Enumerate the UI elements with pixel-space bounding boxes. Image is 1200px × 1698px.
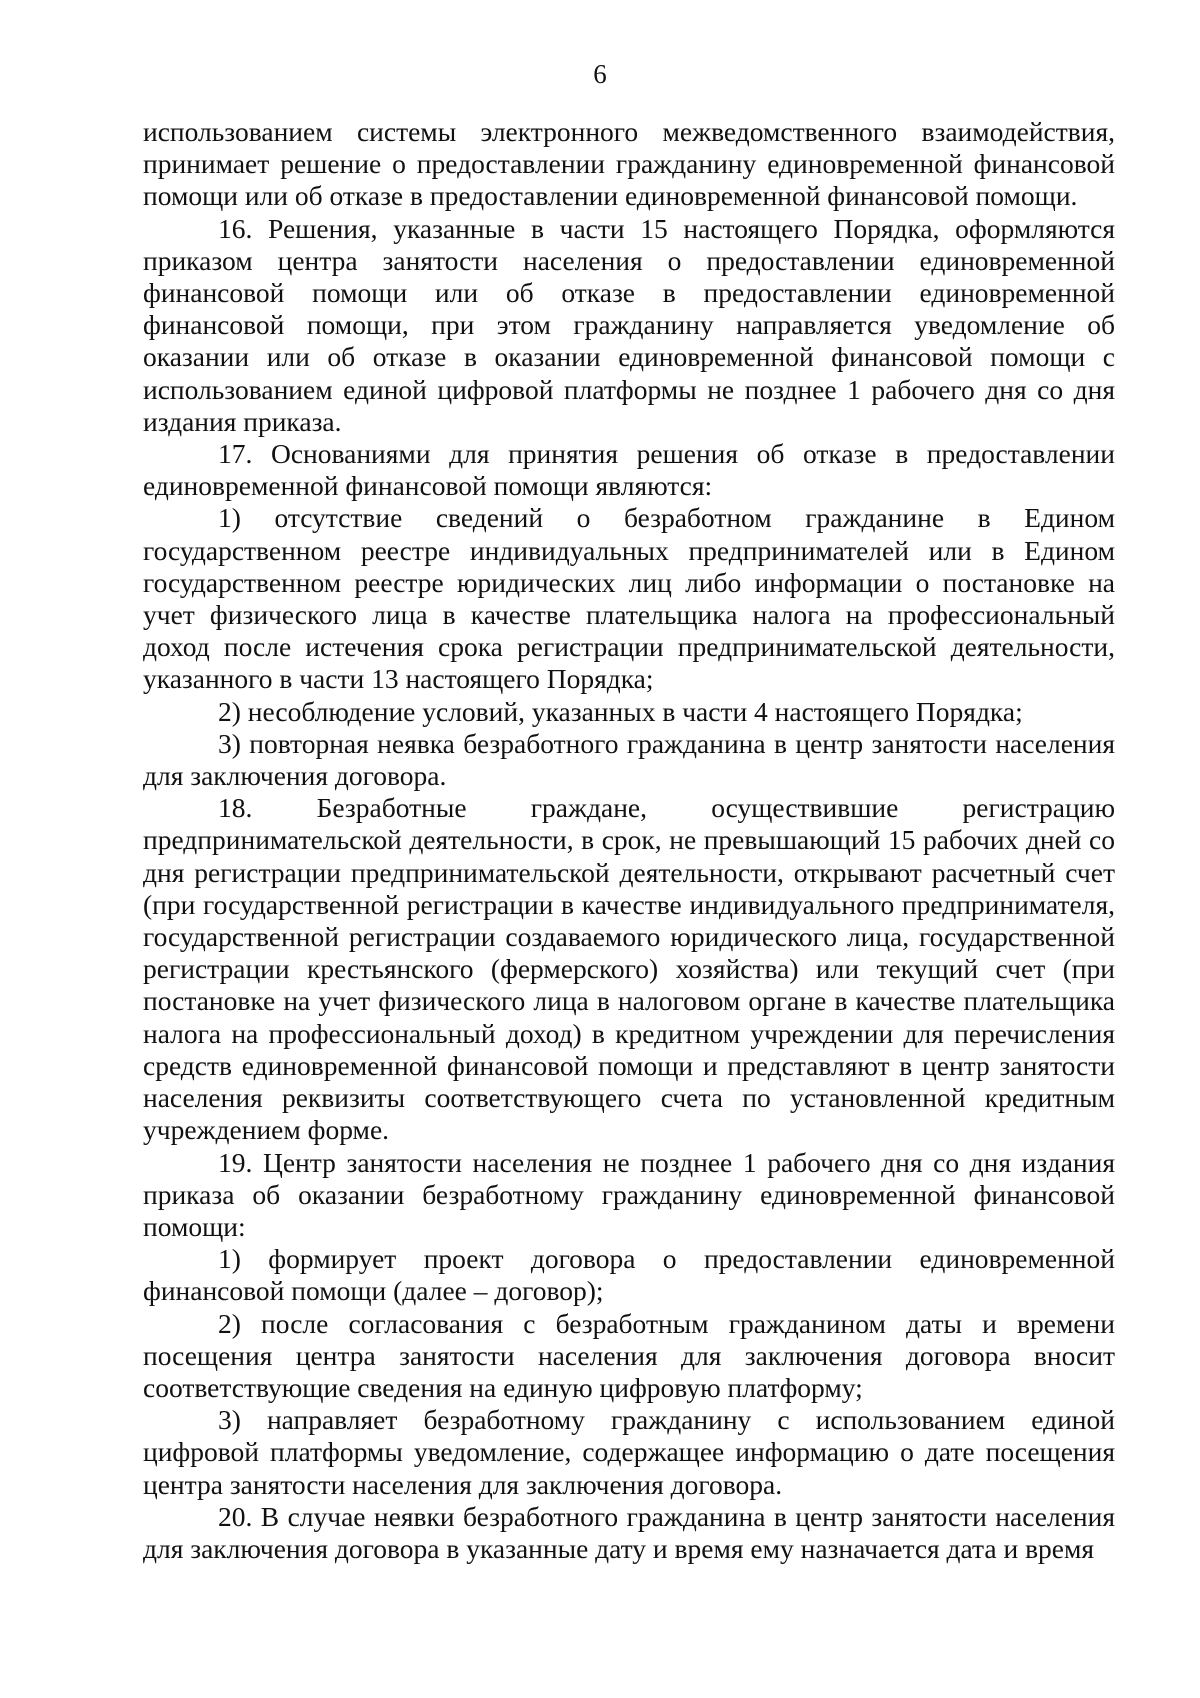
paragraph: 18. Безработные граждане, осуществившие регистрацию предпринимательской деятельности, в срок, не превышающий 15 рабочих дней со дня регистрации предпринимательской деятельности, открывают расчетный счет (при государственной регистрации в качестве индивидуального предпринимателя, государственной регистрации создаваемого юридического лица, государственной регистрации крестьянского (фермерского) хозяйства) или текущий счет (при постановке на учет физического лица в налоговом органе в качестве плательщика налога на профессиональный доход) в кредитном учреждении для перечисления средств единовременной финансовой помощи и представляют в центр занятости населения реквизиты соответствующего счета по установленной кредитным учреждением форме. (143, 792, 1115, 1146)
list-item: 2) несоблюдение условий, указанных в части 4 настоящего Порядка; (218, 695, 1023, 727)
list-item: 3) повторная неявка безработного гражданина в центр занятости населения для заключения договора. (143, 727, 1115, 792)
list-item: 1) формирует проект договора о предоставлении единовременной финансовой помощи (далее – договор); (143, 1243, 1115, 1307)
paragraph: 19. Центр занятости населения не позднее 1 рабочего дня со дня издания приказа об оказании безработному гражданину единовременной финансовой помощи: (143, 1146, 1115, 1242)
paragraph: использованием системы электронного межведомственного взаимодействия, принимает решение о предоставлении гражданину единовременной финансовой помощи или об отказе в предоставлении единовременной финансовой помощи. (143, 116, 1115, 212)
list-item: 1) отсутствие сведений о безработном гражданине в Едином государственном реестре индивидуальных предпринимателей или в Едином государственном реестре юридических лиц либо информации о постановке на учет физического лица в качестве плательщика налога на профессиональный доход после истечения срока регистрации предпринимательской деятельности, указанного в части 13 настоящего Порядка; (143, 502, 1115, 695)
paragraph: 17. Основаниями для принятия решения об отказе в предоставлении единовременной финансовой помощи являются: (143, 438, 1115, 502)
paragraph: 20. В случае неявки безработного гражданина в центр занятости населения для заключения договора в указанные дату и время ему назначается дата и время (143, 1500, 1115, 1564)
document-body (143, 116, 1115, 1565)
list-item: 2) после согласования с безработным гражданином даты и времени посещения центра занятости населения для заключения договора вносит соответствующие сведения на единую цифровую платформу; (143, 1307, 1115, 1403)
page-number: 6 (593, 59, 607, 89)
paragraph: 16. Решения, указанные в части 15 настоящего Порядка, оформляются приказом центра занятости населения о предоставлении единовременной финансовой помощи или об отказе в предоставлении единовременной финансовой помощи, при этом гражданину направляется уведомление об оказании или об отказе в оказании единовременной финансовой помощи с использованием единой цифровой платформы не позднее 1 рабочего дня со дня издания приказа. (143, 212, 1115, 437)
list-item: 3) направляет безработному гражданину с использованием единой цифровой платформы уведомление, содержащее информацию о дате посещения центра занятости населения для заключения договора. (143, 1404, 1115, 1500)
